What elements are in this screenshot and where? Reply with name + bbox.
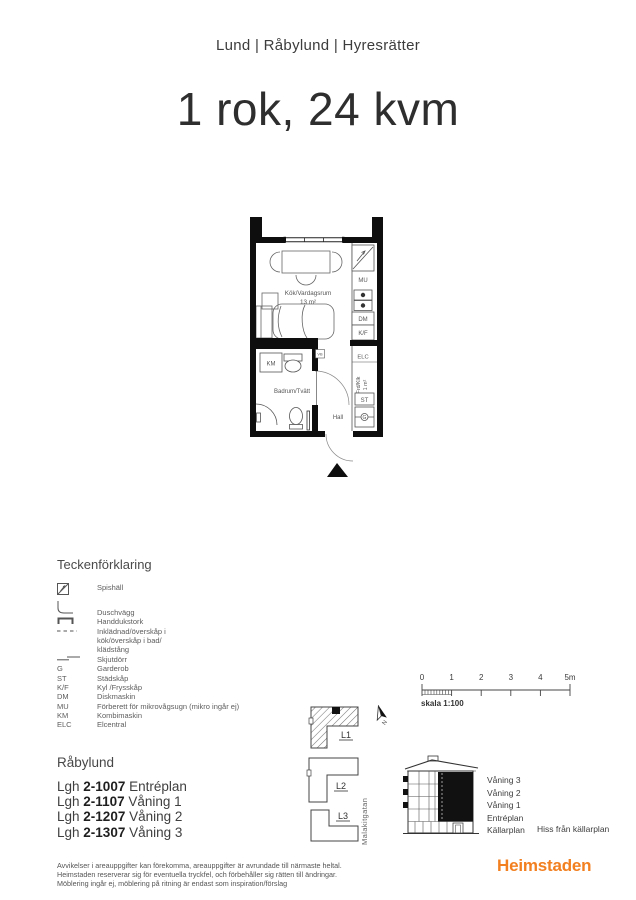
building-l2-label: L2: [335, 781, 347, 791]
sink-drain-2: [361, 303, 365, 307]
wall-right: [377, 217, 383, 437]
shower-fixture: [257, 413, 261, 422]
scale-tick-4: 4: [538, 673, 543, 682]
scale-numbers: [420, 673, 576, 682]
chair-left: [270, 252, 280, 272]
bed-fold-2: [302, 305, 307, 338]
elc-label: ELC: [357, 354, 369, 361]
heimstaden-logo: Heimstaden: [497, 856, 592, 875]
entrance-arrow: [327, 463, 348, 477]
legend-row-duschvagg: [57, 604, 387, 617]
scale-subticks: [422, 690, 452, 695]
wall-hall-lower: [312, 405, 318, 435]
st-label: ST: [360, 398, 369, 404]
legend-label: Kombimaskin: [97, 711, 143, 721]
elevator-note: Hiss från källarplan: [537, 824, 610, 834]
legend-abbr: ELC: [57, 720, 72, 730]
legend-row-inkladnad: [57, 626, 387, 635]
legend-row-inkladnad-2: [57, 636, 387, 645]
wall-bathroom-top: [256, 338, 318, 349]
page-title: 1 rok, 24 kvm: [176, 83, 460, 135]
building-elevation: [403, 755, 481, 841]
bathroom-door-arc: [315, 371, 349, 405]
entrance-door: [453, 823, 463, 833]
wall-top-right: [343, 237, 372, 243]
g-label: G: [362, 415, 367, 421]
window: [284, 236, 345, 244]
legend-row-handdukstork: [57, 617, 387, 626]
legend-label: Inklädnad/överskåp i: [97, 626, 166, 636]
shower-wall-icon: [57, 601, 97, 617]
unit-floor: Entréplan: [129, 779, 187, 794]
breadcrumb: Lund | Råbylund | Hyresrätter: [215, 37, 421, 54]
legend-abbr: DM: [57, 692, 69, 702]
km-label: KM: [266, 361, 276, 368]
site-plan: [303, 698, 395, 848]
building-l2-shape: [309, 758, 358, 802]
unit-row: Lgh 2-1207 Våning 2: [57, 809, 183, 825]
north-arrow-icon: [374, 704, 390, 729]
highlighted-apartment-stack: [438, 772, 473, 822]
legend-label: kök/överskåp i bad/: [97, 635, 162, 645]
bed-fold-1: [278, 306, 282, 337]
entrance-door-arc: [326, 434, 353, 461]
apartment-listing: [57, 755, 187, 840]
legend-label: Diskmaskin: [97, 692, 136, 702]
unit-floor: Våning 3: [129, 824, 183, 840]
storage-area-label: 1 m²: [363, 379, 369, 391]
building-l1-label: L1: [340, 730, 352, 740]
legend-row-g: [57, 664, 387, 673]
scale-line-group: [422, 684, 570, 696]
toilet-tank: [290, 425, 303, 430]
legend-label: Kyl /Frysskåp: [97, 682, 143, 692]
scale-bar: [417, 668, 577, 710]
unit-row: Lgh 2-1007 Entréplan: [57, 779, 187, 794]
legend-row-inkladnad-3: [57, 645, 387, 654]
mu-label: MU: [358, 278, 368, 284]
chair-right: [332, 252, 342, 272]
legend-row-skjutdorr: [57, 655, 387, 664]
bathroom-door-leaf: [307, 411, 310, 430]
legend-abbr: K/F: [57, 682, 69, 692]
legend-label: Handdukstork: [97, 617, 144, 627]
legend-row-kf: [57, 683, 387, 692]
disclaimer-line: Heimstaden reserverar sig för eventuella tryckfel, och förbehåller sig rätten till ändringar.: [57, 870, 338, 880]
floor-label: Källarplan: [487, 825, 525, 836]
wall-closet-divider: [350, 340, 383, 346]
legend-heading: Teckenförklaring: [57, 557, 152, 572]
unit-floor: Våning 2: [129, 809, 183, 825]
north-label: N: [381, 719, 389, 727]
unit-row: Lgh 2-1307 Våning 3: [57, 824, 183, 840]
bathroom-label: Badrum/Tvätt: [273, 389, 311, 395]
l1-entry-notch: [309, 718, 313, 724]
wall-left: [250, 217, 256, 437]
legend-abbr: G: [57, 664, 63, 674]
dining-table: [282, 251, 330, 273]
legend-row-spishall: [57, 583, 387, 604]
street-name: Malakitgatan: [360, 797, 369, 845]
sink-drain-1: [361, 293, 365, 297]
legend-abbr: MU: [57, 701, 69, 711]
window-opening: [285, 236, 343, 244]
living-area-label: 13 m²: [299, 299, 317, 306]
floor-label: Våning 1: [487, 800, 521, 811]
floor-label: Våning 3: [487, 775, 521, 785]
washbasin: [285, 360, 301, 372]
unit-number: 2-1307: [83, 824, 126, 840]
balconies: [403, 776, 408, 808]
floor-label: Våning 2: [487, 787, 521, 798]
window-post-right: [342, 237, 345, 243]
bed-headboard: [256, 306, 272, 338]
scale-tick-5: 5m: [564, 673, 576, 682]
storage-label: Frd/Klk: [356, 376, 362, 394]
scale-tick-1: 1: [449, 673, 454, 682]
elevation-floor-labels: [487, 774, 525, 837]
legend-label: Skjutdörr: [97, 654, 128, 664]
legend-label: Städskåp: [97, 673, 129, 683]
chair-bottom: [296, 275, 316, 285]
sliding-door-icon: [57, 655, 97, 664]
dashed-line-icon: [57, 627, 97, 636]
living-room-label: Kök/Vardagsrum: [284, 290, 332, 297]
disclaimer: [57, 861, 342, 889]
legend-row-st: [57, 673, 387, 682]
unit-number: 2-1007: [83, 779, 126, 794]
legend-label: Garderob: [97, 664, 129, 674]
legend-abbr: KM: [57, 711, 69, 721]
legend-abbr: ST: [57, 673, 67, 683]
unit-number: 2-1107: [83, 794, 125, 810]
unit-row: Lgh 2-1107 Våning 1: [57, 794, 182, 810]
stove-icon: [57, 583, 97, 597]
l2-entry-notch: [307, 770, 311, 776]
roof: [405, 760, 478, 769]
window-post-left: [284, 237, 287, 243]
legend-label: Förberett för mikrovågsugn (mikro ingår ej): [97, 701, 240, 711]
scale-caption: skala 1:100: [421, 699, 464, 708]
disclaimer-line: Avvikelser i areauppgifter kan förekomma, areauppgifter är avrundade till närmaste heltal.: [57, 861, 342, 870]
toilet-bowl: [290, 408, 303, 425]
apartment-location-marker: [332, 707, 340, 714]
wall-top-left: [262, 237, 285, 243]
dm-label: DM: [358, 317, 368, 323]
listing-units: [57, 779, 187, 840]
listing-heading: Råbylund: [57, 755, 115, 770]
disclaimer-line: Möblering ingår ej, möblering på ritning är endast som inspiration/förslag: [57, 879, 288, 889]
legend-label: Elcentral: [97, 720, 127, 730]
legend-label: Duschvägg: [97, 608, 135, 617]
floorplan-drawing: [243, 207, 393, 479]
unit-number: 2-1207: [83, 809, 126, 825]
hall-label: Hall: [332, 415, 344, 421]
towel-rail-icon: [57, 616, 97, 627]
floor-label: Entréplan: [487, 812, 524, 823]
wall-bottom-right: [353, 431, 383, 437]
scale-tick-3: 3: [508, 673, 514, 682]
kf-label: K/F: [358, 331, 368, 337]
building-l3-label: L3: [337, 811, 349, 821]
scale-tick-2: 2: [478, 673, 484, 682]
legend-label: Spishäll: [97, 583, 124, 592]
legend-label: klädstång: [97, 645, 130, 655]
scale-tick-0: 0: [419, 673, 425, 682]
building-l3-shape: [311, 810, 358, 841]
kitchen-strip: [352, 243, 374, 340]
vb-label: VB: [317, 351, 323, 357]
unit-floor: Våning 1: [128, 794, 182, 810]
